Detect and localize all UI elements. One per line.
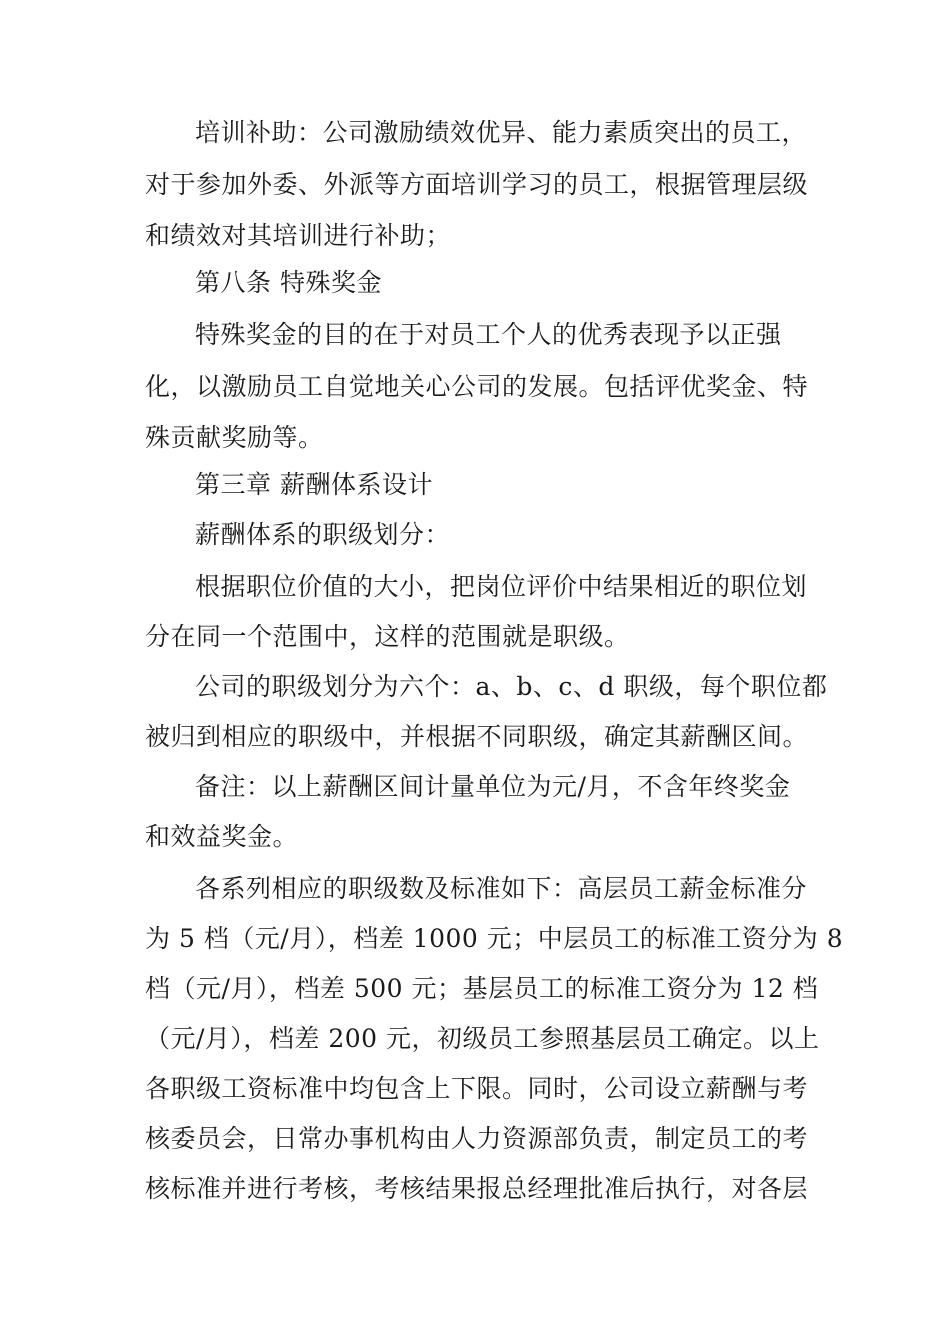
paragraph-training-subsidy-line-3: 和绩效对其培训进行补助； (145, 221, 452, 250)
paragraph-standards-line-2: 为 5 档（元/月），档差 1000 元；中层员工的标准工资分为 8 (145, 924, 844, 953)
paragraph-standards-line-5: 各职级工资标准中均包含上下限。同时，公司设立薪酬与考 (145, 1074, 809, 1103)
paragraph-training-subsidy-line-1: 培训补助：公司激励绩效优异、能力素质突出的员工， (195, 118, 808, 147)
section-grade-division-heading: 薪酬体系的职级划分： (195, 520, 451, 549)
paragraph-special-bonus-line-2: 化，以激励员工自觉地关心公司的发展。包括评优奖金、特 (145, 372, 809, 401)
paragraph-note-line-1: 备注：以上薪酬区间计量单位为元/月，不含年终奖金 (195, 772, 791, 801)
paragraph-grade-definition-line-1: 根据职位价值的大小，把岗位评价中结果相近的职位划 (195, 572, 808, 601)
paragraph-note-line-2: 和效益奖金。 (145, 822, 299, 851)
chapter-3-heading: 第三章 薪酬体系设计 (195, 470, 433, 499)
article-8-heading: 第八条 特殊奖金 (195, 268, 382, 297)
paragraph-standards-line-6: 核委员会，日常办事机构由人力资源部负责，制定员工的考 (145, 1124, 809, 1153)
paragraph-training-subsidy-line-2: 对于参加外委、外派等方面培训学习的员工，根据管理层级 (145, 170, 809, 199)
paragraph-special-bonus-line-3: 殊贡献奖励等。 (145, 423, 324, 452)
paragraph-grade-definition-line-2: 分在同一个范围中，这样的范围就是职级。 (145, 622, 630, 651)
paragraph-standards-line-4: （元/月），档差 200 元，初级员工参照基层员工确定。以上 (145, 1024, 820, 1053)
paragraph-special-bonus-line-1: 特殊奖金的目的在于对员工个人的优秀表现予以正强 (195, 320, 782, 349)
paragraph-standards-line-7: 核标准并进行考核，考核结果报总经理批准后执行，对各层 (145, 1174, 809, 1203)
paragraph-grade-count-line-1: 公司的职级划分为六个：a、b、c、d 职级，每个职位都 (195, 672, 828, 701)
paragraph-standards-line-3: 档（元/月），档差 500 元；基层员工的标准工资分为 12 档 (145, 974, 819, 1003)
paragraph-standards-line-1: 各系列相应的职级数及标准如下：高层员工薪金标准分 (195, 874, 808, 903)
paragraph-grade-count-line-2: 被归到相应的职级中，并根据不同职级，确定其薪酬区间。 (145, 722, 809, 751)
